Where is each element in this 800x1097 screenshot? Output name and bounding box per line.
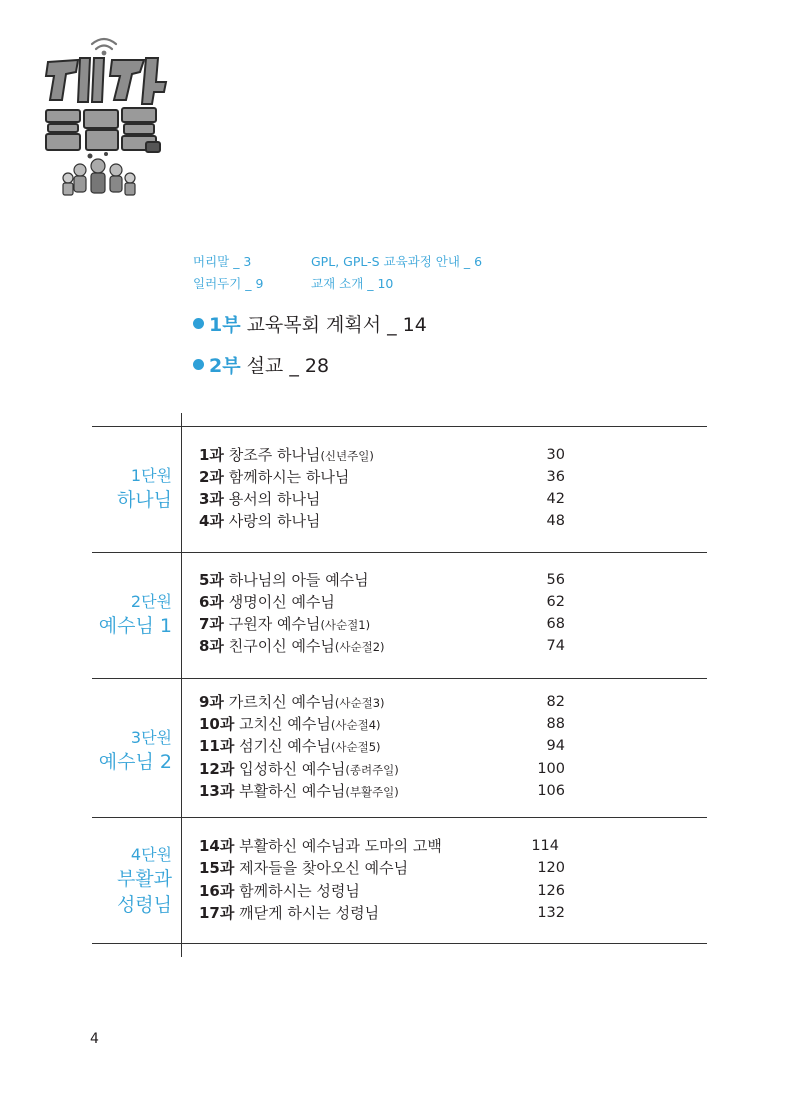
lesson-page: 68 <box>546 616 565 632</box>
lesson-row[interactable] <box>199 569 569 591</box>
unit-name: 예수님 1 <box>98 615 172 637</box>
unit-label-1 <box>92 465 172 513</box>
part-heading-1[interactable] <box>193 310 427 337</box>
lesson-row[interactable] <box>199 780 569 802</box>
lesson-row[interactable] <box>199 735 569 757</box>
lesson-number: 15과 <box>199 859 235 877</box>
lesson-page: 94 <box>546 738 565 754</box>
lesson-row[interactable] <box>199 835 569 857</box>
lesson-page: 48 <box>546 513 565 529</box>
lesson-title: 가르치신 예수님 <box>228 693 335 711</box>
unit-number: 3단원 <box>130 728 172 747</box>
lesson-number: 10과 <box>199 715 235 733</box>
front-matter-row <box>193 250 573 272</box>
lesson-page: 30 <box>546 447 565 463</box>
lesson-page: 36 <box>546 469 565 485</box>
lesson-number: 13과 <box>199 782 235 800</box>
unit-name: 성령님 <box>116 894 172 916</box>
lesson-number: 2과 <box>199 468 224 486</box>
lesson-number: 6과 <box>199 593 224 611</box>
table-divider <box>92 943 707 944</box>
lesson-number: 5과 <box>199 571 224 589</box>
lesson-row[interactable] <box>199 466 569 488</box>
lesson-number: 14과 <box>199 837 235 855</box>
lesson-row[interactable] <box>199 857 569 879</box>
lesson-page: 56 <box>546 572 565 588</box>
lesson-row[interactable] <box>199 591 569 613</box>
bullet-dot-icon <box>193 318 204 329</box>
lesson-title: 함께하시는 성령님 <box>239 882 360 900</box>
lesson-subtitle: (사순절4) <box>330 718 381 732</box>
lesson-title: 입성하신 예수님 <box>239 760 346 778</box>
part-number: 2부 <box>209 355 241 377</box>
table-divider <box>92 678 707 679</box>
lesson-row[interactable] <box>199 613 569 635</box>
front-matter <box>193 250 573 294</box>
table-divider <box>92 426 707 427</box>
lesson-number: 9과 <box>199 693 224 711</box>
front-matter-item[interactable]: GPL, GPL-S 교육과정 안내 _ 6 <box>311 254 483 269</box>
table-divider <box>92 552 707 553</box>
unit-name: 예수님 2 <box>98 751 172 773</box>
unit-number: 2단원 <box>130 592 172 611</box>
lesson-subtitle: (신년주일) <box>320 449 374 463</box>
lesson-page: 74 <box>546 638 565 654</box>
unit-label-4 <box>92 844 172 918</box>
lesson-page: 82 <box>546 694 565 710</box>
lesson-title: 친구이신 예수님 <box>228 637 335 655</box>
lesson-page: 126 <box>537 883 565 899</box>
front-matter-item[interactable]: 교재 소개 _ 10 <box>311 276 394 291</box>
part-number: 1부 <box>209 314 241 336</box>
lesson-number: 11과 <box>199 737 235 755</box>
lesson-title: 깨닫게 하시는 성령님 <box>239 904 380 922</box>
brand-logo <box>40 28 180 218</box>
lesson-number: 3과 <box>199 490 224 508</box>
lesson-number: 1과 <box>199 446 224 464</box>
front-matter-item[interactable]: 머리말 _ 3 <box>193 254 252 269</box>
unit-number: 1단원 <box>130 466 172 485</box>
unit-name: 부활과 <box>116 868 172 890</box>
unit-label-3 <box>92 727 172 775</box>
lesson-row[interactable] <box>199 691 569 713</box>
page-number: 4 <box>90 1031 99 1047</box>
lesson-title: 용서의 하나님 <box>228 490 321 508</box>
lesson-number: 12과 <box>199 760 235 778</box>
unit-label-2 <box>92 591 172 639</box>
lesson-page: 100 <box>537 761 565 777</box>
lesson-row[interactable] <box>199 880 569 902</box>
lesson-title: 제자들을 찾아오신 예수님 <box>239 859 409 877</box>
lesson-number: 4과 <box>199 512 224 530</box>
lesson-subtitle: (부활주일) <box>345 785 399 799</box>
unit-name: 하나님 <box>116 489 172 511</box>
lesson-number: 8과 <box>199 637 224 655</box>
lesson-subtitle: (사순절2) <box>334 640 385 654</box>
lesson-row[interactable] <box>199 444 569 466</box>
lesson-page: 132 <box>537 905 565 921</box>
lesson-title: 섬기신 예수님 <box>239 737 331 755</box>
lesson-title: 생명이신 예수님 <box>228 593 335 611</box>
lesson-number: 16과 <box>199 882 235 900</box>
lesson-number: 17과 <box>199 904 235 922</box>
part-title: 설교 _ 28 <box>246 355 330 377</box>
unit-number: 4단원 <box>130 845 172 864</box>
lesson-title: 구원자 예수님 <box>228 615 321 633</box>
part-title: 교육목회 계획서 _ 14 <box>246 314 427 336</box>
lesson-subtitle: (사순절1) <box>320 618 371 632</box>
lesson-title: 창조주 하나님 <box>228 446 321 464</box>
lesson-page: 42 <box>546 491 565 507</box>
lesson-subtitle: (종려주일) <box>345 763 399 777</box>
bullet-dot-icon <box>193 359 204 370</box>
lesson-page: 106 <box>537 783 565 799</box>
lesson-page: 120 <box>537 860 565 876</box>
lesson-row[interactable] <box>199 713 569 735</box>
table-divider <box>92 817 707 818</box>
lesson-page: 114 <box>531 838 559 854</box>
lesson-title: 사랑의 하나님 <box>228 512 321 530</box>
lesson-title: 함께하시는 하나님 <box>228 468 350 486</box>
lesson-subtitle: (사순절3) <box>334 696 385 710</box>
lesson-row[interactable] <box>199 488 569 510</box>
lesson-title: 부활하신 예수님과 도마의 고백 <box>239 837 442 855</box>
lesson-row[interactable] <box>199 510 569 532</box>
lesson-title: 부활하신 예수님 <box>239 782 346 800</box>
lesson-row[interactable] <box>199 635 569 657</box>
lesson-subtitle: (사순절5) <box>330 740 381 754</box>
lesson-page: 88 <box>546 716 565 732</box>
lesson-title: 고치신 예수님 <box>239 715 331 733</box>
front-matter-item[interactable]: 일러두기 _ 9 <box>193 276 264 291</box>
lesson-number: 7과 <box>199 615 224 633</box>
lesson-row[interactable] <box>199 758 569 780</box>
table-vertical-divider <box>181 413 182 957</box>
lesson-title: 하나님의 아들 예수님 <box>228 571 369 589</box>
lesson-page: 62 <box>546 594 565 610</box>
lesson-row[interactable] <box>199 902 569 924</box>
front-matter-row <box>193 272 573 294</box>
logo-graphic <box>40 28 180 218</box>
part-heading-2[interactable] <box>193 351 329 378</box>
